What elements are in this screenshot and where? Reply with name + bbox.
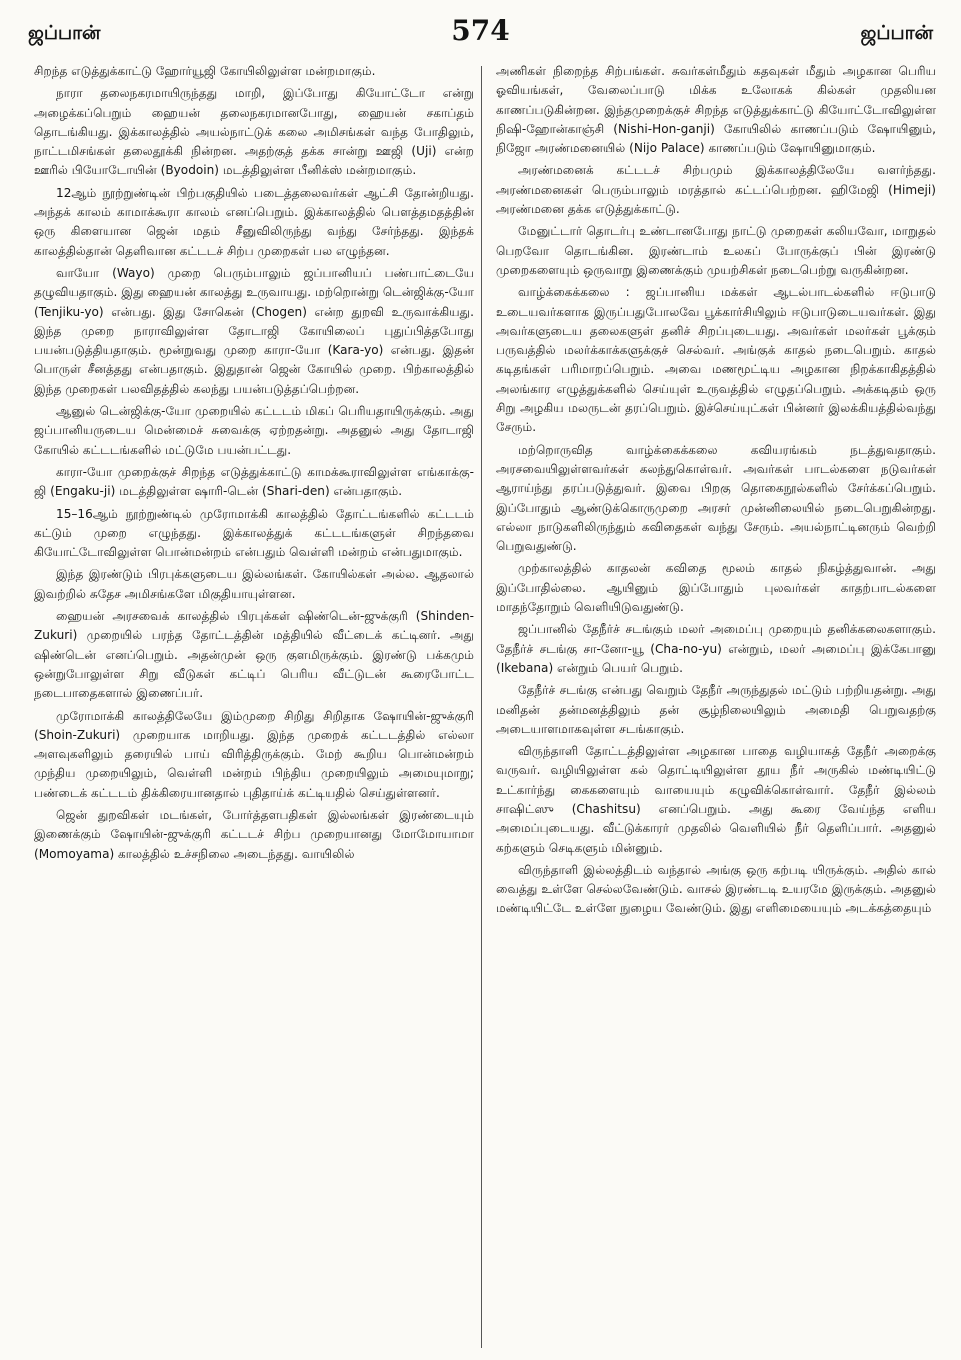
paragraph: இந்த இரண்டும் பிரபுக்களுடைய இல்லங்கள். கோயில்கள் அல்ல. ஆதலால் இவற்றில் சுதேச அமிசங்களே மிகுதியாயுள்ளன. bbox=[34, 567, 474, 601]
paragraph: முற்காலத்தில் காதலன் கவிதை மூலம் காதல் நிகழ்த்துவான். அது இப்போதில்லை. ஆயினும் இப்போதும் புலவர்கள் காதற்பாடல்களை மாதந்தோறும் வெளியிடுவதுண்டு. bbox=[496, 561, 936, 615]
paragraph: விருந்தாளி இல்லத்திடம் வந்தால் அங்கு ஒரு கற்படி யிருக்கும். அதில் கால் வைத்து உள்ளே செல்லவேண்டும். வாசல் இரண்டடி உயரமே இருக்கும். அதனுல் மண்டியிட்டே உள்ளே நுழைய வேண்டும். இது எளிமையையும் அடக்கத்தையும் bbox=[496, 862, 936, 916]
paragraph: 15–16ஆம் நூற்றுண்டில் முரோமாக்கி காலத்தில் தோட்டங்களில் கட்டடம் கட்டும் முறை எழுந்தது. இக்காலத்துக் கட்டடங்களுள் சிறந்தவை கியோட்டோவிலுள்ள பொன்மன்றம் என்பதும் வெள்ளி மன்றம் என்பதுமாகும். bbox=[34, 506, 474, 560]
paragraph: ஜென் துறவிகள் மடங்கள், போர்த்தளபதிகள் இல்லங்கள் இரண்டையும் இணைக்கும் ஷோயின்-ஜுக்குரி கட்டடச் சிற்ப முறையானது மோமோயாமா (Momoyama) காலத்தில் உச்சநிலை அடைந்தது. வாயிலில் bbox=[34, 807, 474, 861]
column-divider bbox=[481, 66, 482, 1348]
page-header bbox=[24, 14, 937, 56]
paragraph: காரா-யோ முறைக்குச் சிறந்த எடுத்துக்காட்டு காமக்கூராவிலுள்ள எங்காக்கு-ஜி (Engaku-ji) மடத்திலுள்ள ஷாரி-டென் (Shari-den) என்பதாகும். bbox=[34, 464, 474, 499]
right-column bbox=[496, 62, 936, 1352]
paragraph: அரண்மனைக் கட்டடச் சிற்பமும் இக்காலத்திலேயே வளர்ந்தது. அரண்மனைகள் பெரும்பாலும் மரத்தால் கட்டப்பெற்றன. ஹிமேஜி (Himeji) அரண்மனை தக்க எடுத்துக்காட்டு. bbox=[496, 163, 936, 217]
paragraph: சிறந்த எடுத்துக்காட்டு ஹோர்யூஜி கோயிலிலுள்ள மன்றமாகும். bbox=[34, 64, 376, 78]
page-number: 574 bbox=[451, 14, 510, 47]
paragraph: மற்றொருவித வாழ்க்கைக்கலை கவியரங்கம் நடத்துவதாகும். அரசவையிலுள்ளவர்கள் கலந்துகொள்வர். அவர்கள் பாடல்களை நடுவர்கள் ஆராய்ந்து தரப்படுத்துவர். இவை பிறகு தொகைநூல்களில் சேர்க்கப்பெறும். இப்போதும் ஆண்டுக்கொருமுறை அரசர் முன்னிலையில் நடைபெறுகின்றது. எல்லா நாடுகளிலிருந்தும் கவிதைகள் வந்து சேரும். அயல்நாட்டினரும் வெற்றி பெறுவதுண்டு. bbox=[496, 442, 936, 554]
paragraph: நாரா தலைநகரமாயிருந்தது மாறி, இப்போது கியோட்டோ என்று அழைக்கப்பெறும் ஹையன் தலைநகரமானபோது, ஹையன் சகாப்தம் தொடங்கியது. இக்காலத்தில் அயல்நாட்டுக் கலை அமிசங்கள் வந்த போதிலும், நாட்டமிசங்கள் தலைதூக்கி நின்றன. அதற்குத் தக்க சான்று ஊஜி (Uji) என்ற ஊரில் பியோடோயின் (Byodoin) மடத்திலுள்ள பீனிக்ஸ் மன்றமாகும். bbox=[34, 86, 474, 178]
running-title-left: ஜப்பான் bbox=[28, 22, 101, 44]
left-column bbox=[34, 62, 474, 1352]
paragraph: ஜப்பானில் தேநீர்ச் சடங்கும் மலர் அமைப்பு முறையும் தனிக்கலைகளாகும். தேநீர்ச் சடங்கு சா-னோ-யூ (Cha-no-yu) என்றும், மலர் அமைப்பு இக்கேபானு (Ikebana) என்றும் பெயர் பெறும். bbox=[496, 622, 936, 675]
paragraph: வாயோ (Wayo) முறை பெரும்பாலும் ஜப்பானியப் பண்பாட்டையே தழுவியதாகும். இது ஹையன் காலத்து உருவாயது. மற்றொன்று டென்ஜிக்கு-யோ (Tenjiku-yo) என்பது. இது சோகென் (Chogen) என்ற துறவி உருவாக்கியது. இந்த முறை நாராவிலுள்ள தோடாஜி கோயிலைப் புதுப்பித்தபோது பயன்படுத்தியதாகும். மூன்றுவது முறை காரா-யோ (Kara-yo) என்பது. இதன் பொருள் சீனத்தது என்பதாகும். இதுதான் ஜென் கோயில் முறை. பிற்காலத்தில் இந்த முறைகள் பலவிதத்தில் கலந்து பயன்படுத்தப்பெற்றன. bbox=[34, 265, 474, 396]
paragraph: விருந்தாளி தோட்டத்திலுள்ள அழகான பாதை வழியாகத் தேநீர் அறைக்கு வருவர். வழியிலுள்ள கல் தொட்டியிலுள்ள தூய நீர் அருகில் மண்டியிட்டு உட்கார்ந்து கைகளையும் வாயையும் கழுவிக்கொள்வார். தேநீர் இல்லம் சாஷிட்ஸு (Chashitsu) எனப்பெறும். அது கூரை வேய்ந்த எளிய அமைப்புடையது. வீட்டுக்காரர் முதலில் வெளியில் நீர் தெளிப்பார். அதனுல் கற்களும் செடிகளும் மின்னும். bbox=[496, 744, 936, 855]
running-title-right: ஜப்பான் bbox=[860, 22, 933, 44]
paragraph: அணிகள் நிறைந்த சிற்பங்கள். சுவர்கள்மீதும் கதவுகள் மீதும் அழகான பெரிய ஓவியங்கள், வேலைப்பாடு மிக்க உலோகக் கில்கள் முதலியன காணப்படுகின்றன. இந்தமுறைக்குச் சிறந்த எடுத்துக்காட்டு கியோட்டோவிலுள்ள நிஷி-ஹோன்காஞ்சி (Nishi-Hon-ganji) கோயிலில் காணப்படும் ஷோயினும், நிஜோ அரண்மனையில் (Nijo Palace) காணப்படும் ஷோயினுமாகும். bbox=[496, 64, 936, 156]
paragraph: வாழ்க்கைக்கலை : ஜப்பானிய மக்கள் ஆடல்பாடல்களில் ஈடுபாடு உடையவர்களாக இருப்பதுபோலவே பூக்கார்சியிலும் ஈடுபாடுடையவர்கள். இது அவர்களுடைய தலைகளுள் தனிச் சிறப்புடையது. அவர்கள் மலர்கள் பூக்கும் பருவத்தில் மலர்க்காக்களுக்குச் செல்வர். அங்குக் காதல் நடைபெறும். காதல் கடிதங்கள் பரிமாறப்பெறும். அவை மணமூட்டிய அழகான நிறக்காகிதத்தில் அலங்கார எழுத்துக்களில் செய்யுள் உருவத்தில் எழுதப்பெறும். அக்கடிதம் ஒரு சிறு அழகிய மலருடன் தரப்பெறும். இச்செய்யுட்கள் பின்னர் இலக்கியத்தில்வந்து சேரும். bbox=[496, 285, 936, 435]
paragraph: 12ஆம் நூற்றுண்டின் பிற்பகுதியில் படைத்தலைவர்கள் ஆட்சி தோன்றியது. அந்தக் காலம் காமாக்கூரா காலம் எனப்பெறும். இக்காலத்தில் பௌத்தமதத்தின் ஒரு கிளையான ஜென் மதம் சீனுவிலிருந்து வந்து சேர்ந்தது. இந்தக் காலத்தில்தான் தெளிவான கட்டடச் சிற்ப முறைகள் பல எழுந்தன. bbox=[34, 185, 474, 258]
paragraph: ஹையன் அரசவைக் காலத்தில் பிரபுக்கள் ஷிண்டென்-ஜுக்குரி (Shinden-Zukuri) முறையில் பரந்த தோட்டத்தின் மத்தியில் வீட்டைக் கட்டினர். அது ஷிண்டென் எனப்பெறும். அதன்முன் ஒரு குளமிருக்கும். இரண்டு பக்கமும் ஒன்றுபோலுள்ள சிறு வீடுகள் கட்டிப் பெரிய வீட்டுடன் கூரைபோட்ட நடைபாதைகளால் இணைப்பர். bbox=[34, 609, 474, 701]
paragraph: மேனுட்டார் தொடர்பு உண்டானபோது நாட்டு முறைகள் கலியவோ, மாறுதல் பெறவோ தொடங்கின. இரண்டாம் உலகப் போருக்குப் பின் இரண்டு முறைகளையும் ஒருவாறு இணைக்கும் முயற்சிகள் நடைபெற்று வருகின்றன. bbox=[496, 224, 936, 277]
paragraph: தேநீர்ச் சடங்கு என்பது வெறும் தேநீர் அருந்துதல் மட்டும் பற்றியதன்று. அது மனிதன் தன்மனத்திலும் தன் சூழ்நிலையிலும் அமைதி பெறுவதற்கு அடையாளமாகவுள்ள சடங்காகும். bbox=[496, 683, 936, 736]
paragraph: முரோமாக்கி காலத்திலேயே இம்முறை சிறிது சிறிதாக ஷோயின்-ஜுக்குரி (Shoin-Zukuri) முறையாக மாறியது. இந்த முறைக் கட்டடத்தில் எல்லா அளவுகளிலும் தரையில் பாய் விரித்திருக்கும். மேற் கூறிய பொன்மன்றம் முந்திய முறையிலும், வெள்ளி மன்றம் பிந்திய முறையிலும் அமையுமாறு; பண்டைக் கட்டடம் திக்கிரையானதால் புதிதாய்க் கட்டியதில் செய்துள்ளனர். bbox=[34, 708, 474, 800]
paragraph: ஆனுல் டென்ஜிக்கு-யோ முறையில் கட்டடம் மிகப் பெரியதாயிருக்கும். அது ஜப்பானியருடைய மென்மைச் சுவைக்கு ஏற்றதன்று. அதனுல் அது தோடாஜி கோயில் கட்டடங்களில் மட்டுமே பயன்பட்டது. bbox=[34, 404, 474, 457]
